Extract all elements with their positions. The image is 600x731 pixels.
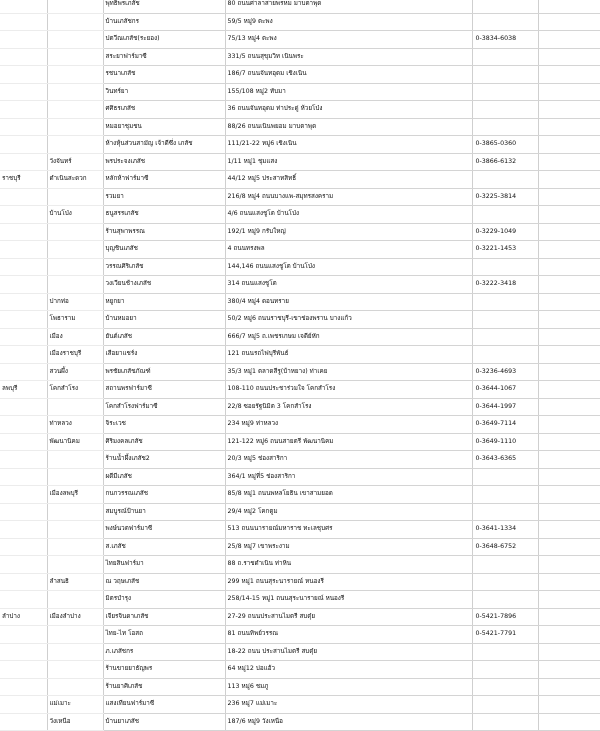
pharmacy-name-cell: ไทยสินฟาร์มา [103, 556, 225, 574]
phone-cell [472, 503, 538, 521]
table-row [0, 328, 600, 346]
empty-cell [538, 573, 600, 591]
pharmacy-name-cell: ปตวีณเภสัช(ระยอง) [103, 31, 225, 49]
empty-cell [538, 346, 600, 364]
empty-cell [538, 0, 600, 13]
phone-cell [472, 258, 538, 276]
pharmacy-name-cell: ณ วฤษเภสัช [103, 573, 225, 591]
district-cell: ลำสนธิ [47, 573, 103, 591]
phone-cell [472, 696, 538, 714]
phone-cell [472, 101, 538, 119]
phone-cell [472, 643, 538, 661]
address-cell: 108-110 ถนนประชาร่วมใจ โคกสำโรง [225, 381, 472, 399]
district-cell [47, 521, 103, 539]
address-cell: 29/4 หมู่2 โคกตูม [225, 503, 472, 521]
table-row [0, 258, 600, 276]
district-cell [47, 591, 103, 609]
address-cell: 187/6 หมู่9 วังเหนือ [225, 713, 472, 731]
district-cell [47, 451, 103, 469]
table-row [0, 101, 600, 119]
phone-cell: 0-3865-0360 [472, 136, 538, 154]
table-row [0, 206, 600, 224]
province-cell [0, 13, 47, 31]
phone-cell [472, 171, 538, 189]
empty-cell [538, 398, 600, 416]
empty-cell [538, 661, 600, 679]
province-cell: ลพบุรี [0, 381, 47, 399]
district-cell [47, 48, 103, 66]
district-cell [47, 136, 103, 154]
district-cell: ปากท่อ [47, 293, 103, 311]
address-cell: 258/14-15 หมู่1 ถนนสุระนารายณ์ หนองรี [225, 591, 472, 609]
phone-cell [472, 311, 538, 329]
province-cell [0, 153, 47, 171]
pharmacy-name-cell: เจียรจินดาเภสัช [103, 608, 225, 626]
address-cell: 80 ถนนศาลาสายพรหม มาบตาพุด [225, 0, 472, 13]
phone-cell [472, 661, 538, 679]
pharmacy-name-cell: เสือยาแชร์ง [103, 346, 225, 364]
pharmacy-name-cell: บุญชินเภสัช [103, 241, 225, 259]
province-cell [0, 468, 47, 486]
district-cell [47, 66, 103, 84]
pharmacy-name-cell: บ้านหมอยา [103, 311, 225, 329]
province-cell [0, 591, 47, 609]
table-row [0, 118, 600, 136]
province-cell: ราชบุรี [0, 171, 47, 189]
pharmacy-name-cell: ผดีมีเภสัช [103, 468, 225, 486]
empty-cell [538, 696, 600, 714]
table-row [0, 13, 600, 31]
phone-cell: 0-3236-4693 [472, 363, 538, 381]
empty-cell [538, 293, 600, 311]
address-cell: 380/4 หมู่4 ดอนทราย [225, 293, 472, 311]
address-cell: 88 ถ.ราชดำเนิน ท่าหิน [225, 556, 472, 574]
district-cell [47, 258, 103, 276]
table-row [0, 48, 600, 66]
phone-cell: 0-3644-1067 [472, 381, 538, 399]
province-cell [0, 328, 47, 346]
table-row [0, 661, 600, 679]
empty-cell [538, 83, 600, 101]
address-cell: 88/26 ถนนเนินพยอม มาบตาพุด [225, 118, 472, 136]
table-row [0, 486, 600, 504]
address-cell: 22/8 ซอยรัฐนิมิต 3 โคกสำโรง [225, 398, 472, 416]
pharmacy-name-cell: ร้านน้ำผึ้งเภสัช2 [103, 451, 225, 469]
pharmacy-name-cell: หมอยาชุมชน [103, 118, 225, 136]
empty-cell [538, 206, 600, 224]
address-cell: 1/11 หมู่1 ชุมแสง [225, 153, 472, 171]
address-cell: 121 ถนนรถไฟบุรีพันธ์ [225, 346, 472, 364]
phone-cell [472, 328, 538, 346]
empty-cell [538, 433, 600, 451]
district-cell: บ้านโป่ง [47, 206, 103, 224]
district-cell: พัฒนานิคม [47, 433, 103, 451]
district-cell [47, 276, 103, 294]
address-cell: 75/13 หมู่4 ตะพง [225, 31, 472, 49]
table-row [0, 363, 600, 381]
address-cell: 186/7 ถนนจันทอุดม เชิงเนิน [225, 66, 472, 84]
empty-cell [538, 311, 600, 329]
pharmacy-name-cell: ไทย-ไท โอสถ [103, 626, 225, 644]
province-cell [0, 503, 47, 521]
table-row [0, 381, 600, 399]
phone-cell: 0-3229-1049 [472, 223, 538, 241]
phone-cell: 0-3225-3814 [472, 188, 538, 206]
province-cell [0, 276, 47, 294]
address-cell: 44/12 หมู่5 ประสาทสิทธิ์ [225, 171, 472, 189]
address-cell: 113 หมู่6 ชมภู [225, 678, 472, 696]
table-row [0, 0, 600, 13]
phone-cell [472, 346, 538, 364]
table-row [0, 31, 600, 49]
phone-cell: 0-3649-1110 [472, 433, 538, 451]
district-cell [47, 241, 103, 259]
address-cell: 513 ถนนนารายณ์มหาราช ทะเลชุบศร [225, 521, 472, 539]
pharmacy-name-cell: กนกวรรณเภสัช [103, 486, 225, 504]
empty-cell [538, 451, 600, 469]
province-cell [0, 538, 47, 556]
phone-cell [472, 66, 538, 84]
empty-cell [538, 31, 600, 49]
table-row [0, 293, 600, 311]
address-cell: 121-122 หมู่6 ถนนสายตรี พัฒนานิคม [225, 433, 472, 451]
pharmacy-name-cell: สมบูรณ์ป้านยา [103, 503, 225, 521]
table-row [0, 556, 600, 574]
phone-cell [472, 118, 538, 136]
district-cell [47, 83, 103, 101]
province-cell [0, 223, 47, 241]
phone-cell [472, 591, 538, 609]
pharmacy-name-cell: มิตรบำรุง [103, 591, 225, 609]
empty-cell [538, 486, 600, 504]
district-cell [47, 468, 103, 486]
district-cell: ท่าหลวง [47, 416, 103, 434]
table-row [0, 416, 600, 434]
empty-cell [538, 101, 600, 119]
province-cell: ลำปาง [0, 608, 47, 626]
phone-cell: 0-3644-1997 [472, 398, 538, 416]
table-row [0, 521, 600, 539]
district-cell: วังจันทร์ [47, 153, 103, 171]
empty-cell [538, 188, 600, 206]
phone-cell: 0-3643-6365 [472, 451, 538, 469]
province-cell [0, 0, 47, 13]
phone-cell [472, 556, 538, 574]
phone-cell: 0-3649-7114 [472, 416, 538, 434]
table-row [0, 451, 600, 469]
empty-cell [538, 118, 600, 136]
pharmacy-name-cell: พรประจงเภสัช [103, 153, 225, 171]
address-cell: 364/1 หมู่ที่5 ช่องสาริกา [225, 468, 472, 486]
phone-cell: 0-3834-6038 [472, 31, 538, 49]
phone-cell [472, 206, 538, 224]
district-cell: สวนผึ้ง [47, 363, 103, 381]
empty-cell [538, 136, 600, 154]
province-cell [0, 293, 47, 311]
table-row [0, 171, 600, 189]
province-cell [0, 626, 47, 644]
phone-cell [472, 573, 538, 591]
district-cell [47, 101, 103, 119]
phone-cell: 0-5421-7791 [472, 626, 538, 644]
district-cell [47, 188, 103, 206]
address-cell: 331/5 ถนนสุขุมวิท เนินพระ [225, 48, 472, 66]
district-cell: วังเหนือ [47, 713, 103, 731]
province-cell [0, 346, 47, 364]
address-cell: 35/3 หมู่1 ตลาดสีรู(บ้าหยาง) ท่าเคย [225, 363, 472, 381]
phone-cell: 0-3866-6132 [472, 153, 538, 171]
empty-cell [538, 48, 600, 66]
province-cell [0, 101, 47, 119]
table-row [0, 136, 600, 154]
province-cell [0, 678, 47, 696]
province-cell [0, 433, 47, 451]
phone-cell [472, 486, 538, 504]
phone-cell [472, 83, 538, 101]
district-cell [47, 556, 103, 574]
province-cell [0, 48, 47, 66]
empty-cell [538, 521, 600, 539]
district-cell [47, 398, 103, 416]
province-cell [0, 188, 47, 206]
address-cell: 144,146 ถนนแสงชูโต บ้านโป่ง [225, 258, 472, 276]
phone-cell: 0-3222-3418 [472, 276, 538, 294]
table-row [0, 591, 600, 609]
address-cell: 85/8 หมู่1 ถนนพหลโยธิน เขาสามยอด [225, 486, 472, 504]
empty-cell [538, 381, 600, 399]
phone-cell: 0-5421-7896 [472, 608, 538, 626]
table-row [0, 713, 600, 731]
table-row [0, 503, 600, 521]
address-cell: 234 หมู่9 ท่าหลวง [225, 416, 472, 434]
pharmacy-name-cell: หยูกยา [103, 293, 225, 311]
pharmacy-name-cell: ศศิธรเภสัช [103, 101, 225, 119]
address-cell: 299 หมู่1 ถนนสุระนารายณ์ หนองรี [225, 573, 472, 591]
district-cell [47, 31, 103, 49]
address-cell: 666/7 หมู่5 ถ.เพชรเกษม เจดีย์หัก [225, 328, 472, 346]
pharmacy-name-cell: รวมยา [103, 188, 225, 206]
address-cell: 36 ถนนจันทอุดม ท่าประดู่ ห้วยโป่ง [225, 101, 472, 119]
table-row [0, 468, 600, 486]
table-row [0, 538, 600, 556]
pharmacy-name-cell: บ้านยาเภสัช [103, 713, 225, 731]
address-cell: 216/8 หมู่4 ถนนบางแพ-สมุทรสงคราม [225, 188, 472, 206]
district-cell [47, 0, 103, 13]
phone-cell [472, 713, 538, 731]
address-cell: 4 ถนนทรงพล [225, 241, 472, 259]
empty-cell [538, 258, 600, 276]
table-row [0, 276, 600, 294]
empty-cell [538, 556, 600, 574]
province-cell [0, 258, 47, 276]
pharmacy-name-cell: สระยาฟาร์มาซี [103, 48, 225, 66]
empty-cell [538, 153, 600, 171]
district-cell [47, 223, 103, 241]
empty-cell [538, 66, 600, 84]
district-cell: แม่เมาะ [47, 696, 103, 714]
district-cell [47, 503, 103, 521]
pharmacy-name-cell: วรรณศิริเภสัช [103, 258, 225, 276]
phone-cell: 0-3221-1453 [472, 241, 538, 259]
province-cell [0, 66, 47, 84]
table-row [0, 153, 600, 171]
table-row [0, 696, 600, 714]
address-cell: 314 ถนนแสงชูโต [225, 276, 472, 294]
district-cell [47, 661, 103, 679]
district-cell [47, 643, 103, 661]
district-cell [47, 13, 103, 31]
phone-cell: 0-3648-6752 [472, 538, 538, 556]
pharmacy-name-cell: แสงเทียนฟาร์มาซี [103, 696, 225, 714]
district-cell: เมืองลพบุรี [47, 486, 103, 504]
pharmacy-name-cell: ภ.เภสัชกร [103, 643, 225, 661]
district-cell [47, 626, 103, 644]
empty-cell [538, 363, 600, 381]
address-cell: 64 หมู่12 บ่อแฮ้ว [225, 661, 472, 679]
province-cell [0, 83, 47, 101]
district-cell: โพธาราม [47, 311, 103, 329]
district-cell: เมืองลำปาง [47, 608, 103, 626]
table-row [0, 188, 600, 206]
table-row [0, 223, 600, 241]
phone-cell: 0-3641-1334 [472, 521, 538, 539]
empty-cell [538, 608, 600, 626]
province-cell [0, 661, 47, 679]
address-cell: 236 หมู่7 แม่เมาะ [225, 696, 472, 714]
province-cell [0, 486, 47, 504]
table-row [0, 346, 600, 364]
table-row [0, 83, 600, 101]
pharmacy-name-cell: พุทธิพรเภสัช [103, 0, 225, 13]
phone-cell [472, 13, 538, 31]
province-cell [0, 713, 47, 731]
address-cell: 192/1 หมู่9 กรับใหญ่ [225, 223, 472, 241]
empty-cell [538, 678, 600, 696]
table-row [0, 608, 600, 626]
province-cell [0, 241, 47, 259]
province-cell [0, 521, 47, 539]
empty-cell [538, 171, 600, 189]
empty-cell [538, 713, 600, 731]
address-cell: 4/6 ถนนแสงชูโต บ้านโป่ง [225, 206, 472, 224]
empty-cell [538, 276, 600, 294]
table-row [0, 433, 600, 451]
phone-cell [472, 48, 538, 66]
pharmacy-name-cell: ร้านยาศิเภสัช [103, 678, 225, 696]
empty-cell [538, 643, 600, 661]
province-cell [0, 451, 47, 469]
empty-cell [538, 538, 600, 556]
district-cell [47, 538, 103, 556]
pharmacy-name-cell: พงษ์นวตฟาร์มาซี [103, 521, 225, 539]
province-cell [0, 696, 47, 714]
pharmacy-name-cell: ร้านสุพาพรรณ [103, 223, 225, 241]
province-cell [0, 643, 47, 661]
pharmacy-name-cell: ห้างหุ้นส่วนสามัญ เจ้าดีซึ่ง เภสัช [103, 136, 225, 154]
phone-cell [472, 0, 538, 13]
table-row [0, 573, 600, 591]
empty-cell [538, 328, 600, 346]
empty-cell [538, 591, 600, 609]
district-cell: โคกสำโรง [47, 381, 103, 399]
pharmacy-name-cell: พรชัยเภสัชภัณฑ์ [103, 363, 225, 381]
district-cell: เมือง [47, 328, 103, 346]
empty-cell [538, 13, 600, 31]
address-cell: 27-29 ถนนประสานไมตรี สบตุ๋ย [225, 608, 472, 626]
province-cell [0, 573, 47, 591]
pharmacy-name-cell: ธนูสรรเภสัช [103, 206, 225, 224]
table-row [0, 626, 600, 644]
empty-cell [538, 626, 600, 644]
province-cell [0, 31, 47, 49]
address-cell: 81 ถนนทิพย์วรรณ [225, 626, 472, 644]
address-cell: 50/2 หมู่6 ถนนราชบุรี-เขาช่องพราน บางแก้ว [225, 311, 472, 329]
pharmacy-name-cell: จิระเวช [103, 416, 225, 434]
district-cell [47, 678, 103, 696]
table-row [0, 311, 600, 329]
province-cell [0, 136, 47, 154]
province-cell [0, 118, 47, 136]
phone-cell [472, 678, 538, 696]
pharmacy-name-cell: รชนาเภสัช [103, 66, 225, 84]
empty-cell [538, 223, 600, 241]
empty-cell [538, 416, 600, 434]
pharmacy-name-cell: วินทร์ยา [103, 83, 225, 101]
pharmacy-name-cell: บ้านเภสัชกร [103, 13, 225, 31]
pharmacy-name-cell: ยันต์เภสัช [103, 328, 225, 346]
address-cell: 111/21-22 หมู่6 เชิงเนิน [225, 136, 472, 154]
phone-cell [472, 468, 538, 486]
district-cell: เมืองราชบุรี [47, 346, 103, 364]
empty-cell [538, 241, 600, 259]
address-cell: 25/8 หมู่7 เขาพระงาม [225, 538, 472, 556]
district-cell [47, 118, 103, 136]
address-cell: 20/3 หมู่5 ช่องสาริกา [225, 451, 472, 469]
province-cell [0, 416, 47, 434]
pharmacy-name-cell: วงเวียนช้างเภสัช [103, 276, 225, 294]
pharmacy-name-cell: ศิริมงคลเภสัช [103, 433, 225, 451]
address-cell: 155/108 หมู่2 ทับมา [225, 83, 472, 101]
province-cell [0, 363, 47, 381]
phone-cell [472, 293, 538, 311]
district-cell: ดำเนินสะดวก [47, 171, 103, 189]
pharmacy-name-cell: สถานพรฟาร์มาซี [103, 381, 225, 399]
pharmacy-name-cell: ส.เภสัช [103, 538, 225, 556]
empty-cell [538, 468, 600, 486]
table-row [0, 643, 600, 661]
pharmacy-name-cell: โคกสำโรงฟาร์มาซี [103, 398, 225, 416]
province-cell [0, 206, 47, 224]
table-row [0, 678, 600, 696]
address-cell: 18-22 ถนน ประสานไมตรี สบตุ๋ย [225, 643, 472, 661]
table-row [0, 66, 600, 84]
empty-cell [538, 503, 600, 521]
table-row [0, 398, 600, 416]
pharmacy-name-cell: ร้านขายยาธัญพร [103, 661, 225, 679]
pharmacy-name-cell: หลักห้าฟาร์มาซี [103, 171, 225, 189]
province-cell [0, 556, 47, 574]
province-cell [0, 311, 47, 329]
province-cell [0, 398, 47, 416]
table-row [0, 241, 600, 259]
address-cell: 59/5 หมู่9 ตะพง [225, 13, 472, 31]
